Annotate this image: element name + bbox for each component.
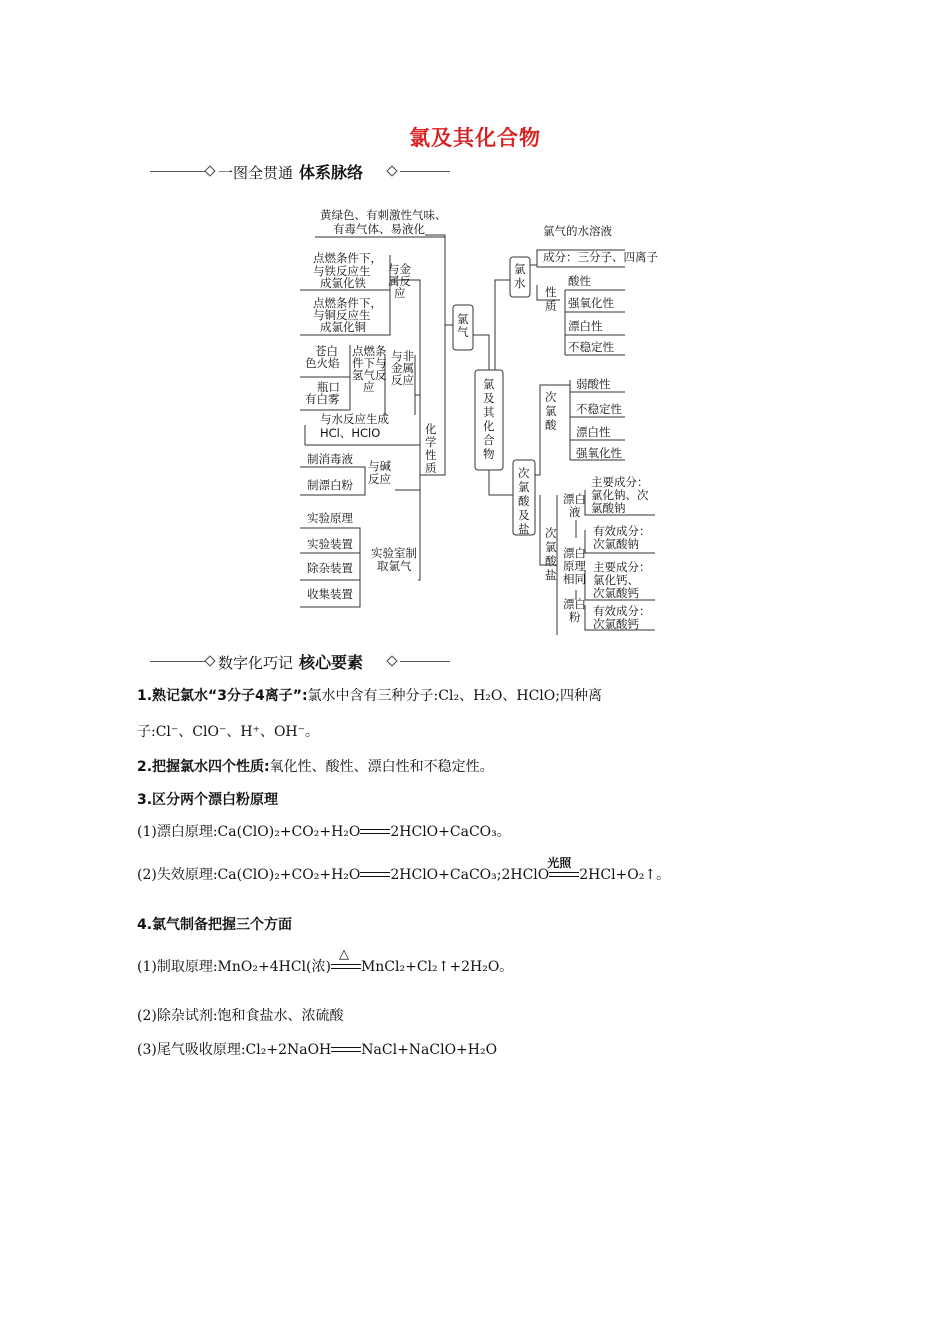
fe-reaction-line2: 与铁反应生 bbox=[313, 264, 371, 278]
h2-cond-line3: 氢气反 bbox=[352, 368, 387, 382]
eq-left: (1)漂白原理:Ca(ClO)₂+CO₂+H₂O bbox=[137, 824, 361, 840]
alkali-line2: 反应 bbox=[368, 472, 391, 486]
salts-v1: 次 bbox=[518, 466, 530, 480]
fog-line1: 瓶口 bbox=[317, 380, 340, 394]
cw-prop-4: 不稳定性 bbox=[568, 340, 614, 354]
eq-middle: 2HClO+CaCO₃;2HClO bbox=[390, 867, 550, 883]
bp-main-line1: 主要成分： bbox=[593, 560, 651, 574]
point-1-text: 氯水中含有三种分子:Cl₂、H₂O、HClO;四种离 bbox=[307, 688, 602, 704]
bl-eff-line1: 有效成分： bbox=[593, 524, 651, 538]
chem-prop-v3: 性 bbox=[425, 448, 437, 462]
center-v5: 合 bbox=[483, 433, 495, 447]
condition-heat: △ bbox=[338, 947, 349, 962]
eq-left: (2)失效原理:Ca(ClO)₂+CO₂+H₂O bbox=[137, 867, 361, 883]
point-4-3 bbox=[137, 1040, 497, 1060]
lab-item-1: 实验原理 bbox=[307, 511, 353, 525]
fe-reaction-line1: 点燃条件下， bbox=[313, 251, 382, 265]
cw-composition: 成分：三分子、四离子 bbox=[543, 250, 658, 264]
h2-cond-line1: 点燃条 bbox=[352, 344, 387, 358]
section-banner-core bbox=[150, 650, 450, 674]
point-4-2: (2)除杂试剂:饱和食盐水、浓硫酸 bbox=[137, 1008, 344, 1024]
center-v3: 其 bbox=[483, 405, 495, 419]
point-4-1 bbox=[137, 947, 514, 977]
fe-reaction-line3: 成氯化铁 bbox=[320, 276, 366, 290]
hclo-v1: 次 bbox=[545, 390, 557, 404]
point-2 bbox=[137, 757, 494, 777]
salts-v5: 盐 bbox=[518, 522, 530, 536]
metal-reaction-line1: 与金 bbox=[388, 262, 411, 276]
hypochlorite-v3: 酸 bbox=[545, 554, 557, 568]
hclo-v2: 氯 bbox=[545, 404, 557, 418]
banner-bold-text: 体系脉络 bbox=[299, 163, 364, 182]
banner-light-text: 数字化巧记 bbox=[218, 654, 294, 672]
flame-line2: 色火焰 bbox=[305, 356, 340, 370]
chlorine-v1: 氯 bbox=[457, 312, 469, 326]
cw-prop-v2: 质 bbox=[545, 299, 557, 313]
point-3-2 bbox=[137, 856, 671, 885]
center-v4: 化 bbox=[483, 419, 495, 433]
point-4 bbox=[137, 915, 292, 935]
bl-eff-line2: 次氯酸钠 bbox=[593, 537, 639, 551]
cw-prop-3: 漂白性 bbox=[568, 319, 603, 333]
hypochlorite-v4: 盐 bbox=[545, 568, 557, 582]
bp-main-line2: 氯化钙、 bbox=[593, 573, 639, 587]
point-2-heading: 2.把握氯水四个性质: bbox=[137, 759, 270, 775]
cw-prop-2: 强氧化性 bbox=[568, 296, 614, 310]
bp-main-line3: 次氯酸钙 bbox=[593, 586, 639, 600]
eq-right: NaCl+NaClO+H₂O bbox=[361, 1042, 498, 1058]
h2-cond-line4: 应 bbox=[363, 380, 375, 394]
salts-v3: 酸 bbox=[518, 494, 530, 508]
cu-reaction-line3: 成氯化铜 bbox=[320, 320, 366, 334]
bleach-liq-v1: 漂白 bbox=[563, 492, 586, 506]
point-1 bbox=[137, 686, 602, 706]
eq-left: (3)尾气吸收原理:Cl₂+2NaOH bbox=[137, 1042, 332, 1058]
bleach-pow-v1: 漂白 bbox=[563, 597, 586, 611]
cw-prop-v1: 性 bbox=[545, 285, 557, 299]
same-line1: 漂白 bbox=[563, 546, 586, 560]
fog-line2: 有白雾 bbox=[305, 392, 340, 406]
eq-right: 2HClO+CaCO₃。 bbox=[390, 824, 511, 840]
banner-light-text: 一图全贯通 bbox=[218, 164, 294, 182]
nonmetal-line3: 反应 bbox=[391, 373, 414, 387]
bleach-liq-v2: 液 bbox=[569, 505, 581, 519]
equals-sign-heat bbox=[331, 947, 361, 973]
cl2-physical-line1: 黄绿色、有刺激性气味、 bbox=[320, 208, 447, 222]
water-reaction-line1: 与水反应生成 bbox=[320, 412, 389, 426]
bp-eff-line1: 有效成分： bbox=[593, 604, 651, 618]
alkali-item-2: 制漂白粉 bbox=[307, 478, 353, 492]
concept-map bbox=[295, 205, 665, 635]
cu-reaction-line1: 点燃条件下， bbox=[313, 296, 382, 310]
lab-item-2: 实验装置 bbox=[307, 537, 353, 551]
hclo-v3: 酸 bbox=[545, 418, 557, 432]
equals-sign-light bbox=[547, 856, 579, 881]
same-line2: 原理 bbox=[563, 559, 586, 573]
hclo-prop-1: 弱酸性 bbox=[576, 377, 611, 391]
cw-prop-1: 酸性 bbox=[568, 274, 591, 288]
flame-line1: 苍白 bbox=[315, 344, 338, 358]
center-v1: 氯 bbox=[483, 377, 495, 391]
salts-v4: 及 bbox=[518, 508, 530, 522]
water-reaction-line2: HCl、HClO bbox=[320, 426, 381, 440]
center-v2: 及 bbox=[483, 391, 495, 405]
salts-v2: 氯 bbox=[518, 480, 530, 494]
hclo-prop-2: 不稳定性 bbox=[576, 402, 622, 416]
bleach-pow-v2: 粉 bbox=[569, 610, 581, 624]
hypochlorite-v2: 氯 bbox=[545, 540, 557, 554]
chlorine-v2: 气 bbox=[457, 325, 469, 339]
cl2-physical-line2: 有毒气体、易液化 bbox=[333, 222, 425, 236]
eq-left: (1)制取原理:MnO₂+4HCl(浓) bbox=[137, 959, 331, 975]
lab-line1: 实验室制 bbox=[371, 546, 417, 560]
point-2-text: 氧化性、酸性、漂白性和不稳定性。 bbox=[269, 759, 494, 775]
hclo-prop-3: 漂白性 bbox=[576, 425, 611, 439]
nonmetal-line1: 与非 bbox=[391, 349, 414, 363]
cw-definition: 氯气的水溶液 bbox=[543, 224, 612, 238]
equals-sign bbox=[360, 826, 390, 838]
lab-item-4: 收集装置 bbox=[307, 587, 353, 601]
lab-item-3: 除杂装置 bbox=[307, 561, 353, 575]
cw-v2: 水 bbox=[514, 276, 526, 290]
same-line3: 相同 bbox=[563, 572, 586, 586]
lab-line2: 取氯气 bbox=[377, 559, 412, 573]
chem-prop-v4: 质 bbox=[425, 461, 437, 475]
h2-cond-line2: 件下与 bbox=[352, 356, 387, 370]
nonmetal-line2: 金属 bbox=[391, 361, 414, 375]
equals-sign bbox=[331, 1044, 361, 1056]
alkali-item-1: 制消毒液 bbox=[307, 452, 353, 466]
cw-v1: 氯 bbox=[514, 262, 526, 276]
hypochlorite-v1: 次 bbox=[545, 526, 557, 540]
equals-sign bbox=[360, 869, 390, 881]
center-v6: 物 bbox=[483, 447, 495, 461]
banner-bold-text: 核心要素 bbox=[299, 653, 364, 672]
hclo-prop-4: 强氧化性 bbox=[576, 446, 622, 460]
point-4-heading: 4.氯气制备把握三个方面 bbox=[137, 917, 293, 933]
alkali-line1: 与碱 bbox=[368, 459, 391, 473]
section-banner-structure bbox=[150, 160, 450, 184]
bp-eff-line2: 次氯酸钙 bbox=[593, 617, 639, 631]
metal-reaction-line3: 应 bbox=[394, 286, 406, 300]
bl-main-line3: 氯酸钠 bbox=[591, 501, 626, 515]
bl-main-line1: 主要成分： bbox=[591, 475, 649, 489]
metal-reaction-line2: 属反 bbox=[388, 274, 411, 288]
point-3 bbox=[137, 790, 278, 810]
chem-prop-v2: 学 bbox=[425, 435, 437, 449]
point-1-continued: 子:Cl⁻、ClO⁻、H⁺、OH⁻。 bbox=[137, 724, 320, 740]
point-3-1 bbox=[137, 822, 511, 842]
page-title: 氯及其化合物 bbox=[409, 126, 541, 150]
bl-main-line2: 氯化钠、次 bbox=[591, 488, 649, 502]
point-3-heading: 3.区分两个漂白粉原理 bbox=[137, 792, 279, 808]
cu-reaction-line2: 与铜反应生 bbox=[313, 308, 371, 322]
condition-light: 光照 bbox=[547, 856, 572, 870]
eq-right: MnCl₂+Cl₂↑+2H₂O。 bbox=[360, 959, 514, 975]
eq-right: 2HCl+O₂↑。 bbox=[579, 867, 671, 883]
chem-prop-v1: 化 bbox=[425, 422, 437, 436]
point-1-heading: 1.熟记氯水“3分子4离子”: bbox=[137, 688, 308, 704]
